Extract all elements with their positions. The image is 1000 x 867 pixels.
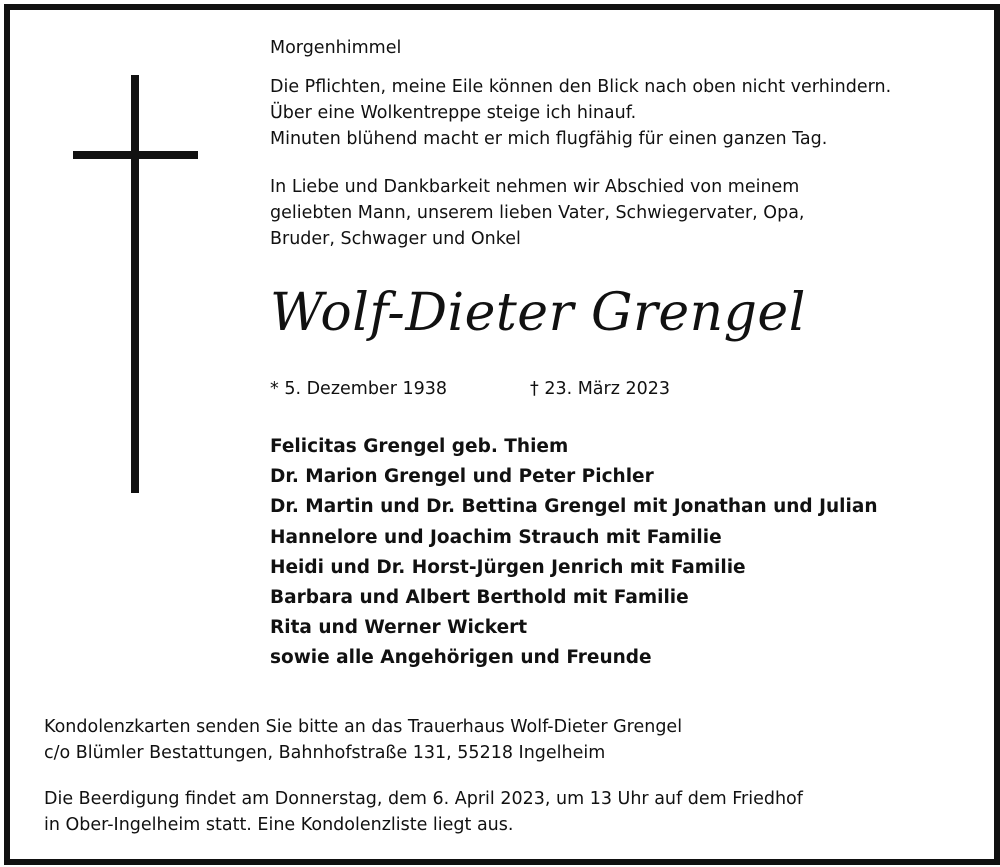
cross-vertical-bar — [131, 75, 139, 493]
funeral-line: in Ober-Ingelheim statt. Eine Kondolenzliste liegt aus. — [44, 815, 514, 835]
deceased-name: Wolf-Dieter Grengel — [270, 283, 806, 343]
mourner-entry: Rita und Werner Wickert — [270, 617, 528, 639]
death-date: † 23. März 2023 — [530, 379, 671, 399]
mourner-entry: Barbara und Albert Berthold mit Familie — [270, 587, 689, 609]
mourner-entry: sowie alle Angehörigen und Freunde — [270, 647, 652, 669]
contact-line: c/o Blümler Bestattungen, Bahnhofstraße 131, 55218 Ingelheim — [44, 743, 606, 763]
funeral-notice — [44, 786, 803, 838]
poem-line: Minuten blühend macht er mich flugfähig für einen ganzen Tag. — [270, 129, 828, 149]
contact-line: Kondolenzkarten senden Sie bitte an das Trauerhaus Wolf-Dieter Grengel — [44, 717, 683, 737]
mourner-entry: Hannelore und Joachim Strauch mit Familie — [270, 526, 722, 548]
intro-line: Bruder, Schwager und Onkel — [270, 229, 521, 249]
funeral-line: Die Beerdigung findet am Donnerstag, dem 6. April 2023, um 13 Uhr auf dem Friedhof — [44, 789, 803, 809]
mourner-entry: Felicitas Grengel geb. Thiem — [270, 436, 569, 457]
mourner-entry: Dr. Martin und Dr. Bettina Grengel mit Jonathan und Julian — [270, 496, 878, 518]
birth-date: * 5. Dezember 1938 — [270, 379, 447, 399]
poem-title: Morgenhimmel — [270, 38, 402, 58]
mourners-list — [270, 432, 878, 674]
farewell-intro — [270, 174, 804, 252]
life-dates — [270, 376, 671, 402]
condolence-address — [44, 714, 682, 766]
intro-line: In Liebe und Dankbarkeit nehmen wir Abschied von meinem — [270, 177, 800, 197]
mourner-entry: Dr. Marion Grengel und Peter Pichler — [270, 466, 654, 488]
cross-horizontal-bar — [73, 151, 198, 159]
mourner-entry: Heidi und Dr. Horst-Jürgen Jenrich mit Familie — [270, 556, 746, 578]
poem-line: Über eine Wolkentreppe steige ich hinauf. — [270, 103, 637, 123]
poem-text — [270, 74, 891, 152]
poem-line: Die Pflichten, meine Eile können den Blick nach oben nicht verhindern. — [270, 77, 892, 97]
intro-line: geliebten Mann, unserem lieben Vater, Schwiegervater, Opa, — [270, 203, 805, 223]
